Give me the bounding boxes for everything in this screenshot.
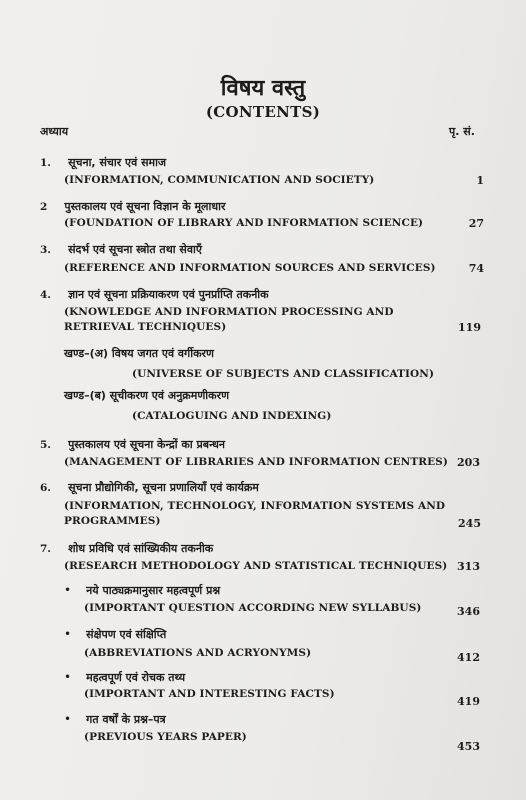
page-number: 419 [457,695,480,708]
chapter-title-hindi: सूचना, संचार एवं समाज [68,156,167,169]
bullet-icon: • [64,712,72,726]
page-number: 412 [457,651,480,664]
bullet-entry-4 [64,708,166,727]
chapter-title-hindi: संदर्भ एवं सूचना स्त्रोत तथा सेवाएँ [68,243,202,256]
chapter-number: 6. [40,482,51,494]
section-a-english: (UNIVERSE OF SUBJECTS AND CLASSIFICATION) [132,368,435,380]
chapter-title-english: (REFERENCE AND INFORMATION SOURCES AND SERVICES) [64,262,436,274]
bullet-entry-2 [64,623,166,642]
chapter-number: 1. [40,157,51,169]
toc-entry-4 [40,283,269,302]
section-b-english: (CATALOGUING AND INDEXING) [132,410,332,422]
page-number: 346 [457,605,480,618]
page-number: 313 [457,560,480,573]
toc-entry-1 [40,151,166,170]
page-number: 74 [468,262,484,275]
toc-entry-2 [40,195,225,214]
page-number: 245 [458,517,481,530]
page-number: 27 [468,217,484,230]
page-number: 119 [458,321,481,334]
section-a-hindi: खण्ड–(अ) विषय जगत एवं वर्गीकरण [64,347,214,360]
chapter-number: 7. [40,543,51,555]
chapter-title-hindi: ज्ञान एवं सूचना प्रक्रियाकरण एवं पुनर्प्राप्ति तकनीक [68,288,269,301]
page-title-english: (CONTENTS) [205,103,321,121]
chapter-title-hindi: पुस्तकालय एवं सूचना केन्द्रों का प्रबन्धन [68,438,226,451]
chapter-title-english: (FOUNDATION OF LIBRARY AND INFORMATION SCIENCE) [64,217,424,229]
bullet-title-english: (ABBREVIATIONS AND ACRYONYMS) [84,647,312,659]
chapter-title-english-cont: PROGRAMMES) [64,515,161,527]
page-number: 203 [457,456,480,469]
chapter-number: 2 [40,201,48,213]
chapter-title-english: (INFORMATION, TECHNOLOGY, INFORMATION SYSTEMS AND [64,500,446,512]
bullet-title-english: (PREVIOUS YEARS PAPER) [84,731,247,743]
chapter-title-english: (INFORMATION, COMMUNICATION AND SOCIETY) [64,174,375,186]
page-column-header: पृ. सं. [449,125,475,138]
chapter-number: 4. [40,289,51,301]
chapter-number: 5. [40,439,51,451]
bullet-title-hindi: संक्षेपण एवं संक्षिप्ति [86,628,167,641]
chapter-title-english: (RESEARCH METHODOLOGY AND STATISTICAL TECHNIQUES) [64,560,448,572]
toc-entry-6 [40,476,259,495]
page-number: 453 [457,740,480,753]
page-number: 1 [476,174,484,187]
bullet-title-english: (IMPORTANT AND INTERESTING FACTS) [84,688,335,700]
bullet-icon: • [64,670,72,684]
section-b-hindi: खण्ड–(ब) सूचीकरण एवं अनुक्रमणीकरण [64,389,230,402]
bullet-icon: • [64,583,72,597]
toc-entry-7 [40,537,213,556]
chapter-title-hindi: शोध प्रविधि एवं सांख्यिकीय तकनीक [68,542,214,555]
toc-entry-5 [40,433,225,452]
chapter-column-header: अध्याय [40,125,69,138]
chapter-title-hindi: पुस्तकालय एवं सूचना विज्ञान के मूलाधार [64,200,226,213]
page-title-hindi: विषय वस्तु [220,76,306,101]
chapter-title-english: (MANAGEMENT OF LIBRARIES AND INFORMATION CENTRES) [64,456,448,468]
bullet-title-hindi: नये पाठ्यक्रमानुसार महत्वपूर्ण प्रश्न [86,584,221,597]
chapter-title-hindi: सूचना प्रौद्योगिकी, सूचना प्रणालियाँ एवं कार्यक्रम [68,481,259,494]
bullet-entry-3 [64,666,185,685]
bullet-title-hindi: गत वर्षों के प्रश्न–पत्र [86,713,166,726]
bullet-icon: • [64,627,72,641]
bullet-title-english: (IMPORTANT QUESTION ACCORDING NEW SYLLABUS) [84,602,422,614]
bullet-title-hindi: महत्वपूर्ण एवं रोचक तथ्य [86,671,186,684]
chapter-number: 3. [40,244,51,256]
chapter-title-english: (KNOWLEDGE AND INFORMATION PROCESSING AND [64,306,394,318]
bullet-entry-1 [64,579,220,598]
chapter-title-english-cont: RETRIEVAL TECHNIQUES) [64,321,227,333]
toc-entry-3 [40,238,202,257]
